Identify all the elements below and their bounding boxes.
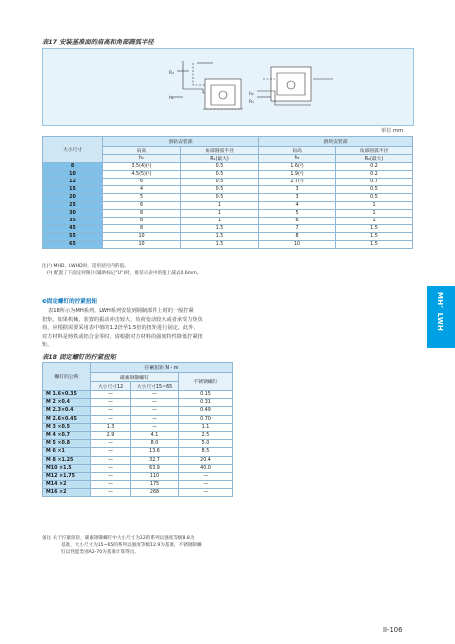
screw-cell: M12 ×1.75 [43, 472, 91, 480]
table-row [43, 407, 233, 415]
table-row [43, 415, 233, 423]
paragraph-line: 对方材料是铸铁或铝合金等时，请根据对方材料的强度特性降低拧紧扭 [42, 333, 203, 340]
cell: 1.5 [336, 233, 413, 241]
cell: 8 [103, 209, 181, 217]
cell: — [91, 489, 131, 497]
table-row [43, 209, 413, 217]
screw-cell: M 4 ×0.7 [43, 431, 91, 439]
cell: — [91, 481, 131, 489]
table17 [42, 136, 413, 249]
cell: — [179, 472, 233, 480]
cell: 0.49 [179, 407, 233, 415]
cell: 175 [131, 481, 179, 489]
cell: 8 [103, 217, 181, 225]
cell: — [91, 448, 131, 456]
cell: 0.5 [181, 186, 259, 194]
cell: 0.70 [179, 415, 233, 423]
size-cell: 10 [43, 170, 103, 178]
cell: 4 [259, 201, 336, 209]
cell: 0.2 [336, 170, 413, 178]
cell: 1.1 [179, 423, 233, 431]
section-side-tab[interactable] [427, 286, 455, 348]
table-row [43, 240, 413, 248]
screw-cell: M10 ×1.5 [43, 464, 91, 472]
table17-header-rail-radius: 角部圆弧半径 [181, 147, 259, 155]
paragraph-line: 荷，应根据需要采用表中值的1.2倍至1.5倍的扭矩进行固定。此外， [42, 325, 199, 331]
table17-header-r1: R₁(最大) [181, 155, 259, 163]
table-row [43, 472, 233, 480]
size-cell: 20 [43, 194, 103, 202]
cell: 2.9 [91, 431, 131, 439]
screw-cell: M14 ×2 [43, 481, 91, 489]
table18-header-size15-65: 大小尺寸15~65 [131, 382, 179, 391]
cell: 10 [259, 240, 336, 248]
screw-cell: M 2.6×0.45 [43, 415, 91, 423]
cell: 268 [131, 489, 179, 497]
table-row [43, 391, 233, 399]
size-cell: 35 [43, 217, 103, 225]
table17-header-block-radius: 角部圆弧半径 [336, 147, 413, 155]
cell: 5 [103, 194, 181, 202]
screw-cell: M 6 ×1 [43, 448, 91, 456]
cell: — [131, 415, 179, 423]
table-row [43, 178, 413, 186]
cell: — [91, 472, 131, 480]
screw-cell: M 2 ×0.4 [43, 399, 91, 407]
cell: 0.7 [336, 178, 413, 186]
table18-header-carbon: 碳素钢制螺钉 [91, 373, 179, 382]
cell: 0.5 [181, 178, 259, 186]
table18-header-size12: 大小尺寸12 [91, 382, 131, 391]
cell: 2.5 [179, 431, 233, 439]
cell: 1 [336, 217, 413, 225]
table17-header-rail: 滑轨安装部 [103, 137, 259, 147]
cell: 8.5 [179, 448, 233, 456]
cell: 8 [259, 233, 336, 241]
cell: 1.3 [91, 423, 131, 431]
table-row [43, 431, 233, 439]
screw-cell: M 1.6×0.35 [43, 391, 91, 399]
cell: — [179, 489, 233, 497]
table17-header-block-height: 肩高 [259, 147, 336, 155]
table17-header-r2: R₂(最大) [336, 155, 413, 163]
cell: — [131, 391, 179, 399]
mounting-diagram [43, 49, 413, 125]
cell: 1.5 [181, 240, 259, 248]
table-row [43, 217, 413, 225]
table-row [43, 464, 233, 472]
table17-notes [42, 263, 417, 277]
figure-label-r2: R₂ [169, 71, 174, 76]
cell: 3 [259, 194, 336, 202]
cell: — [91, 399, 131, 407]
cell: 4.1 [131, 431, 179, 439]
cell: 1 [336, 201, 413, 209]
cell: 0.5 [336, 186, 413, 194]
cell: 3.5(4)(¹) [103, 163, 181, 171]
table17-header-h2: h₂ [259, 155, 336, 163]
cell: 8 [103, 225, 181, 233]
table-row [43, 489, 233, 497]
table17-header-block: 滑块安装部 [259, 137, 413, 147]
cell: 0.5 [181, 170, 259, 178]
cell: — [91, 440, 131, 448]
note-line: 备注 关于拧紧扭矩，碳素钢制螺钉中大小尺寸为12的系列以强度等级8.8为 [42, 536, 195, 541]
cell: 10 [103, 233, 181, 241]
section-paragraph [42, 307, 417, 350]
cell: 0.5 [181, 163, 259, 171]
table-row [43, 233, 413, 241]
table-row [43, 456, 233, 464]
cell: 2.7(²) [259, 178, 336, 186]
cell: — [91, 391, 131, 399]
cell: — [91, 407, 131, 415]
cell: 7 [259, 225, 336, 233]
table18 [42, 362, 233, 497]
table-row [43, 423, 233, 431]
cell: 6 [103, 201, 181, 209]
note-line: 钉以性能类别A2-70为基准计算得出。 [61, 550, 139, 555]
size-cell: 55 [43, 233, 103, 241]
cell: 4.5(5)(¹) [103, 170, 181, 178]
cell: — [131, 399, 179, 407]
cell: 32.7 [131, 456, 179, 464]
cell: 6 [259, 217, 336, 225]
page-number: II-106 [383, 626, 403, 634]
table-row [43, 163, 413, 171]
screw-cell: M 8 ×1.25 [43, 456, 91, 464]
cell: 1 [181, 209, 259, 217]
paragraph-line: 矩。 [42, 342, 53, 348]
figure-label-h2: h₂ [249, 92, 254, 97]
paragraph-line: 扭矩。如果机械、装置的振动冲击较大、负荷变动较大或者承受力矩负 [42, 316, 203, 323]
cell: — [179, 481, 233, 489]
cell: — [131, 407, 179, 415]
cell: 1 [336, 209, 413, 217]
cell: 1.5 [336, 225, 413, 233]
cell: 110 [131, 472, 179, 480]
table-row [43, 186, 413, 194]
cell: 1.5 [336, 240, 413, 248]
mounting-figure [42, 48, 414, 126]
cell: 0.15 [179, 391, 233, 399]
note-line: 基准，大小尺寸为15~65的系列以强度等级12.9为基准，不锈钢制螺 [61, 543, 202, 548]
cell: 0.31 [179, 399, 233, 407]
cell: 0.5 [336, 194, 413, 202]
table18-notes [42, 535, 292, 556]
table-row [43, 225, 413, 233]
cell: — [91, 415, 131, 423]
cell: — [131, 423, 179, 431]
screw-cell: M 2.3×0.4 [43, 407, 91, 415]
table17-title: 表17 安装基准面的肩高和角部圆弧半径 [42, 39, 154, 46]
cell: 1.5 [181, 233, 259, 241]
cell: 5.0 [179, 440, 233, 448]
table-row [43, 194, 413, 202]
cell: 10 [103, 240, 181, 248]
size-cell: 30 [43, 209, 103, 217]
table18-header-nominal: 螺钉的公称 [43, 363, 91, 391]
table17-unit: 单位 mm [381, 128, 404, 134]
table-row [43, 440, 233, 448]
table17-header-h1: h₁ [103, 155, 181, 163]
cell: 1.5 [181, 225, 259, 233]
cell: — [91, 464, 131, 472]
cell: 1.6(²) [259, 163, 336, 171]
cell: 13.6 [131, 448, 179, 456]
side-tab-label: MH、LWH [436, 292, 444, 332]
size-cell: 25 [43, 201, 103, 209]
cell: 1.9(²) [259, 170, 336, 178]
table-row [43, 481, 233, 489]
figure-label-h1: h₁ [169, 96, 174, 101]
cell: 0.5 [181, 194, 259, 202]
table17-header-rail-height: 肩高 [103, 147, 181, 155]
cell: 4 [103, 186, 181, 194]
size-cell: 12 [43, 178, 103, 186]
cell: 1 [181, 201, 259, 209]
size-cell: 8 [43, 163, 103, 171]
cell: 6 [103, 178, 181, 186]
paragraph-line: 表18所示为MH系列、LWH系列安装到钢制部件上时的一般拧紧 [48, 308, 194, 314]
cell: — [91, 456, 131, 464]
screw-cell: M 3 ×0.5 [43, 423, 91, 431]
table17-header-size: 大小尺寸 [43, 137, 103, 163]
table18-header-stainless: 不锈钢螺钉 [179, 373, 233, 391]
cell: 3 [259, 186, 336, 194]
cell: 1 [181, 217, 259, 225]
cell: 8.0 [131, 440, 179, 448]
cell: 63.9 [131, 464, 179, 472]
table-row [43, 170, 413, 178]
cell: 20.4 [179, 456, 233, 464]
size-cell: 65 [43, 240, 103, 248]
size-cell: 15 [43, 186, 103, 194]
screw-cell: M16 ×2 [43, 489, 91, 497]
cell: 40.0 [179, 464, 233, 472]
table-row [43, 448, 233, 456]
table18-header-torque: 拧紧扭矩 N・m [91, 363, 233, 373]
screw-cell: M 5 ×0.8 [43, 440, 91, 448]
note-line: 注(¹) MHD、LWHD时，适用括号内的值。 [42, 264, 129, 269]
table-row [43, 201, 413, 209]
cell: 0.2 [336, 163, 413, 171]
section-heading: ❸固定螺钉的拧紧扭矩 [42, 299, 98, 305]
size-cell: 45 [43, 225, 103, 233]
cell: 5 [259, 209, 336, 217]
figure-label-r1: R₁ [249, 100, 254, 105]
table-row [43, 399, 233, 407]
table18-title: 表18 固定螺钉的拧紧扭矩 [42, 354, 116, 361]
note-line: (²) 配置了下面定时限片(辅助标记“U”)时，推荐示表中的值上减去0.6mm。 [47, 271, 202, 276]
